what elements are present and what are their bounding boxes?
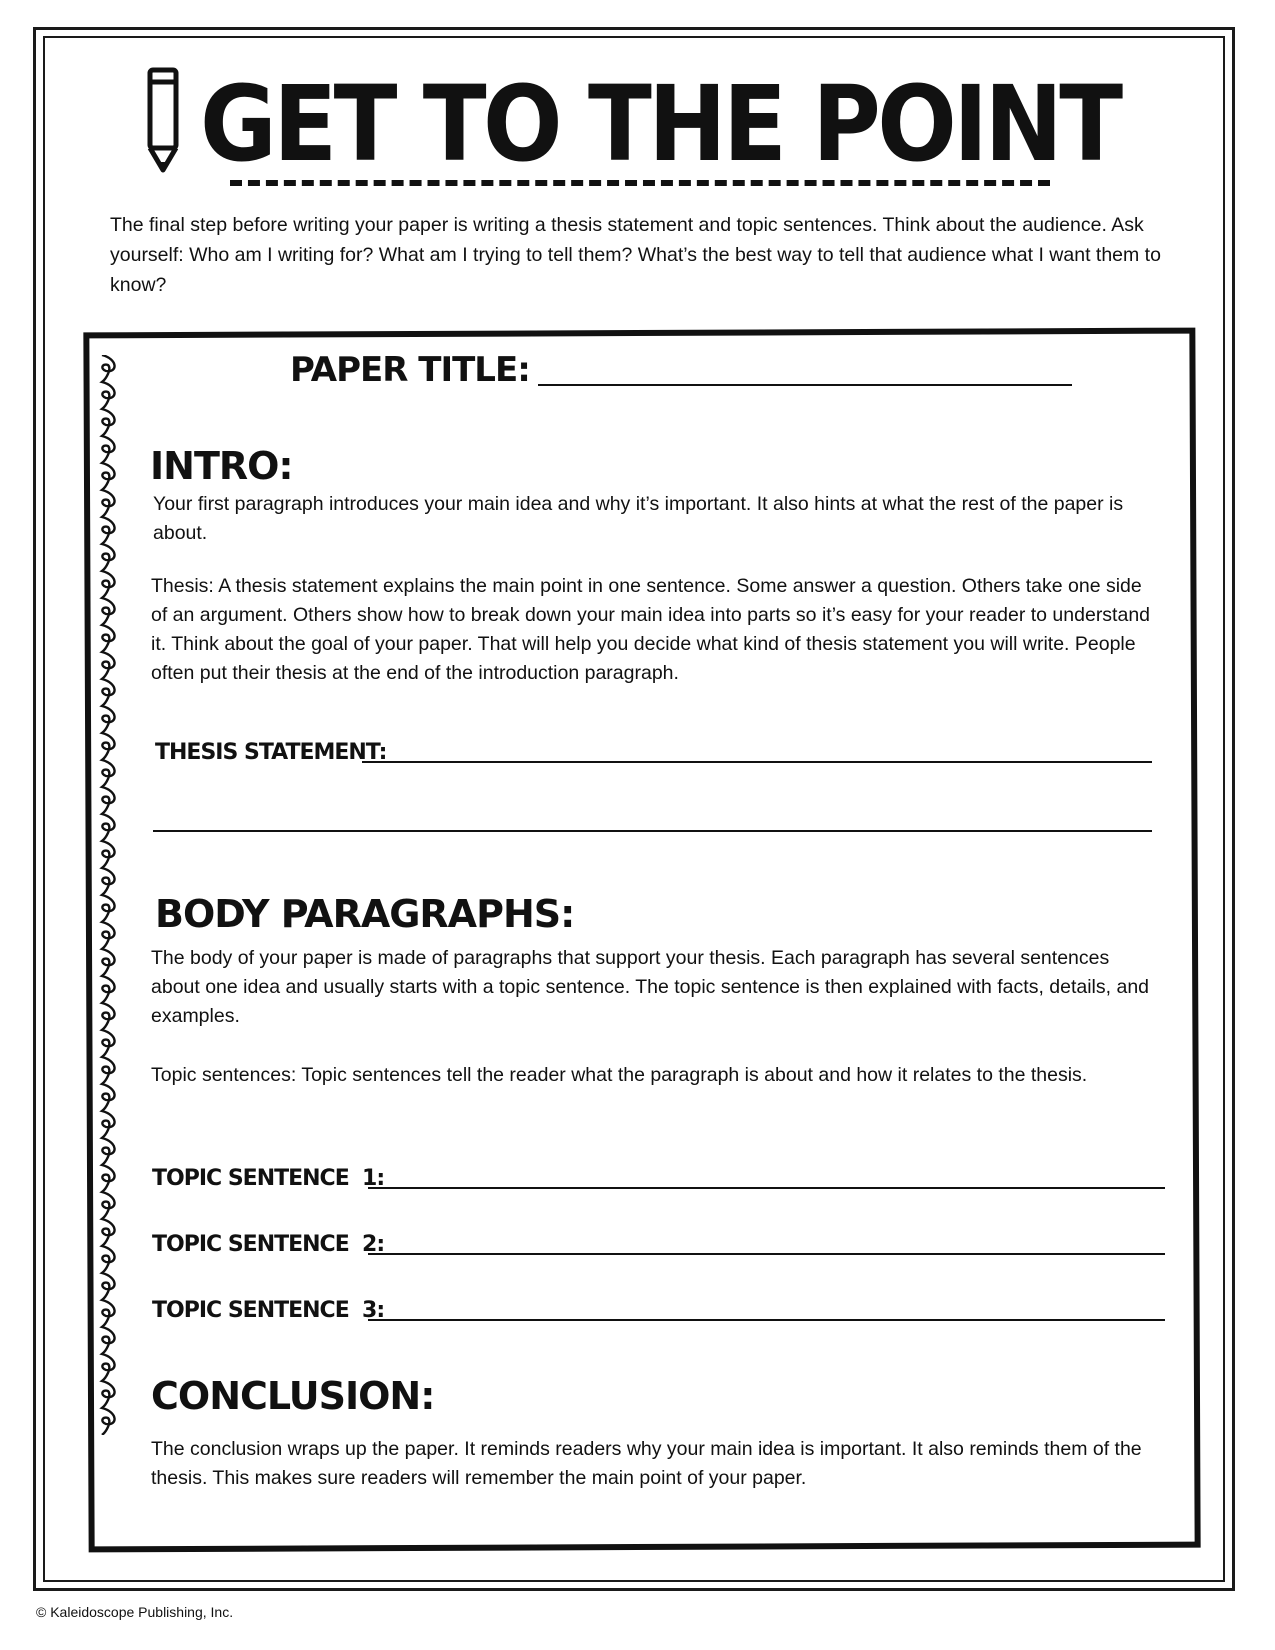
spiral-loop bbox=[102, 355, 115, 1435]
copyright-footer: © Kaleidoscope Publishing, Inc. bbox=[36, 1604, 234, 1620]
intro-paragraph: The final step before writing your paper is writing a thesis statement and topic sentences. Think about the audience. Ask yourself: Who am I writing for? What am I trying to tell them? What’s the best way to tell that audience what I want them to know? bbox=[110, 214, 1161, 296]
conclusion-heading: CONCLUSION: bbox=[151, 1374, 435, 1418]
paper-title-label: PAPER TITLE: bbox=[290, 350, 530, 390]
intro-heading: INTRO: bbox=[150, 444, 293, 488]
topic-sentence-2-label: TOPIC SENTENCE 2: bbox=[152, 1232, 385, 1257]
topic-sentence-1-line[interactable] bbox=[368, 1187, 1165, 1189]
title-underline bbox=[230, 180, 1050, 186]
body-description: The body of your paper is made of paragraphs that support your thesis. Each paragraph has several sentences about one idea and usually starts with a topic sentence. The topic sentence is then explained with facts, details, and examples. bbox=[151, 947, 1150, 1027]
spiral-binding-icon bbox=[98, 355, 122, 1435]
thesis-statement-line-1[interactable] bbox=[362, 761, 1152, 763]
conclusion-description: The conclusion wraps up the paper. It reminds readers why your main idea is important. It also reminds them of the thesis. This makes sure readers will remember the main point of your paper. bbox=[151, 1438, 1142, 1489]
paper-title-line[interactable] bbox=[538, 384, 1072, 386]
topic-sentence-3-line[interactable] bbox=[368, 1319, 1165, 1321]
topic-sentence-2-line[interactable] bbox=[368, 1253, 1165, 1255]
thesis-description: Thesis: A thesis statement explains the main point in one sentence. Some answer a question. Others take one side of an argument. Others show how to break down your main idea into parts so it’s easy for your reader to understand it. Think about the goal of your paper. That will help you decide what kind of thesis statement you will write. People often put their thesis at the end of the introduction paragraph. bbox=[151, 575, 1151, 684]
thesis-statement-label: THESIS STATEMENT: bbox=[155, 740, 387, 765]
intro-description: Your first paragraph introduces your main idea and why it’s important. It also hints at what the rest of the paper is about. bbox=[153, 493, 1124, 544]
body-paragraphs-heading: BODY PARAGRAPHS: bbox=[155, 892, 575, 936]
topic-description: Topic sentences: Topic sentences tell the reader what the paragraph is about and how it relates to the thesis. bbox=[151, 1064, 1088, 1086]
page-title: GET TO THE POINT bbox=[200, 63, 1120, 185]
topic-sentence-1-label: TOPIC SENTENCE 1: bbox=[152, 1166, 385, 1191]
topic-sentence-3-label: TOPIC SENTENCE 3: bbox=[152, 1298, 385, 1323]
pencil-icon bbox=[144, 58, 184, 178]
thesis-statement-line-2[interactable] bbox=[153, 830, 1152, 832]
